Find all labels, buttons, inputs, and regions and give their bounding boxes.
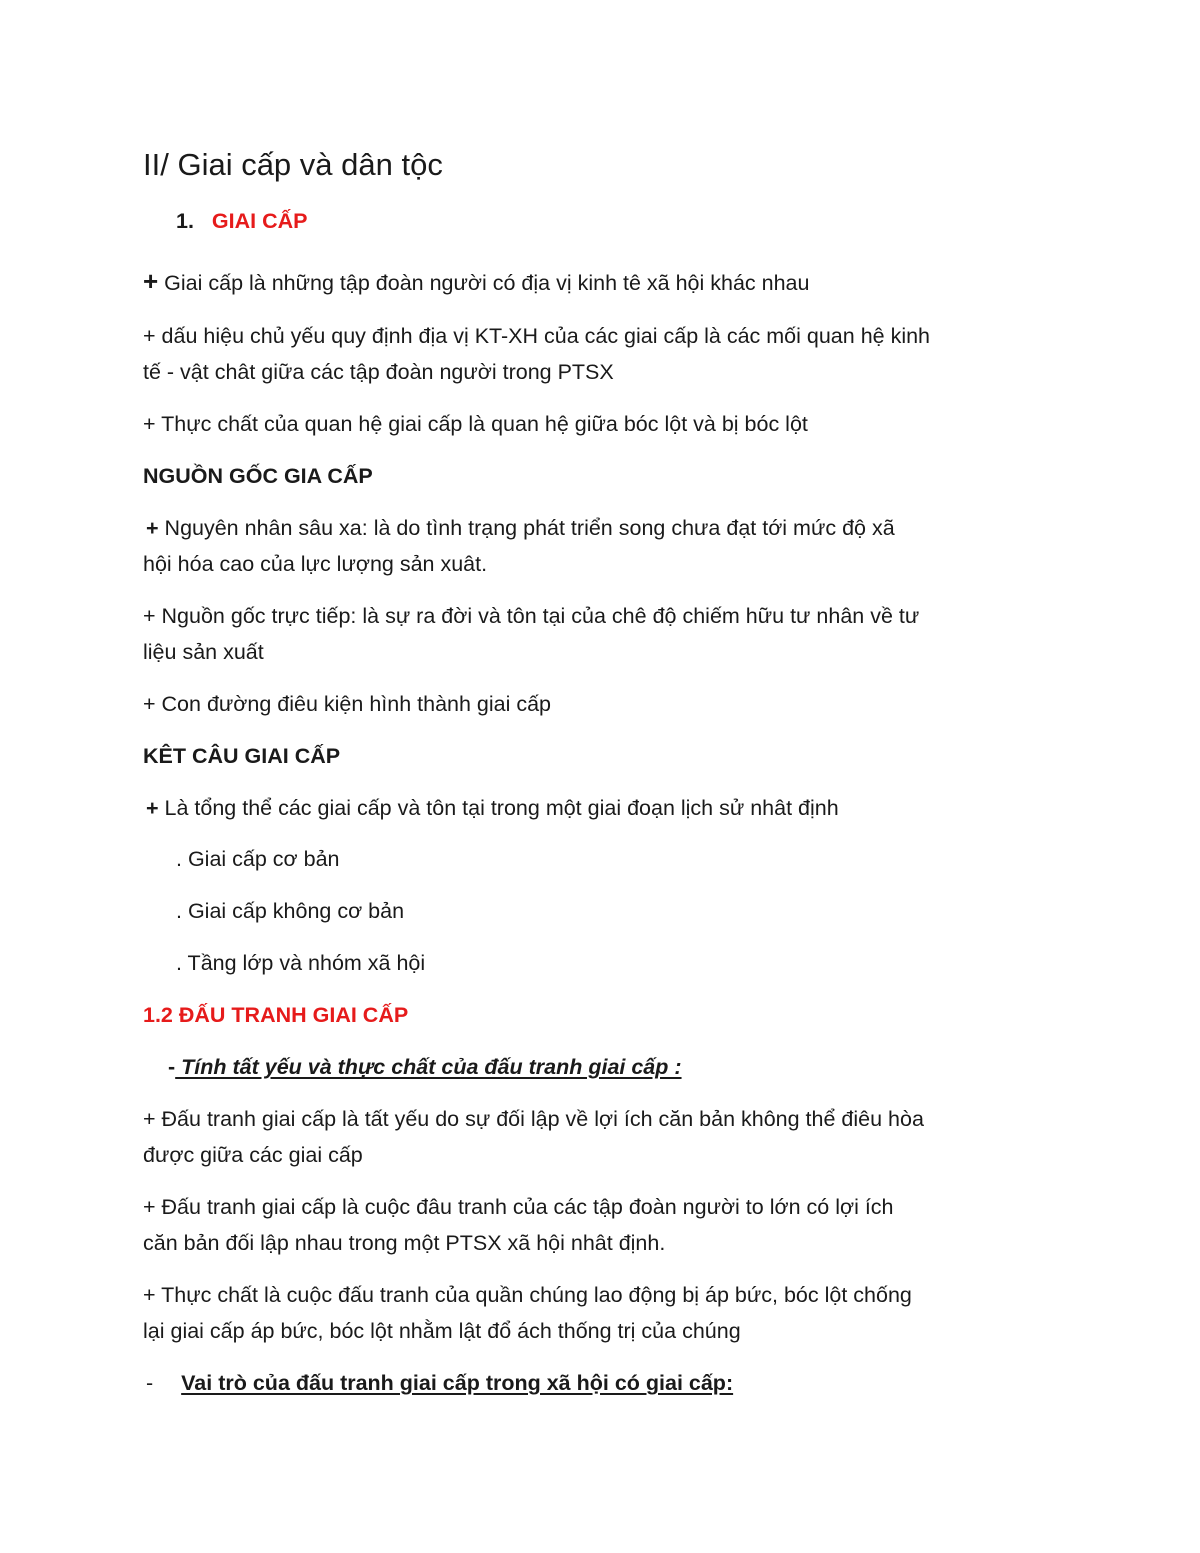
origin-heading: NGUỒN GỐC GIA CẤP bbox=[143, 464, 373, 488]
section-1-point-2-cont: tế - vật chât giữa các tập đoàn người trong PTSX bbox=[143, 360, 614, 384]
struggle-line-4: căn bản đối lập nhau trong một PTSX xã hội nhât định. bbox=[143, 1231, 666, 1255]
structure-heading: KÊT CÂU GIAI CẤP bbox=[143, 744, 341, 768]
struggle-line-2: được giữa các giai cấp bbox=[143, 1143, 363, 1167]
origin-line-5: + Con đường điêu kiện hình thành giai cấp bbox=[143, 692, 552, 716]
struggle-line-1: + Đấu tranh giai cấp là tất yếu do sự đối lập về lợi ích căn bản không thể điêu hòa bbox=[143, 1107, 924, 1131]
structure-item-2: . Giai cấp không cơ bản bbox=[176, 899, 405, 923]
struggle-line-3: + Đấu tranh giai cấp là cuộc đâu tranh của các tập đoàn người to lớn có lợi ích bbox=[143, 1195, 894, 1219]
struggle-line-5: + Thực chất là cuộc đấu tranh của quần chúng lao động bị áp bức, bóc lột chống bbox=[143, 1283, 912, 1307]
origin-line-3: + Nguồn gốc trực tiếp: là sự ra đời và tôn tại của chê độ chiếm hữu tư nhân về tư bbox=[143, 604, 920, 628]
section-1-title: GIAI CẤP bbox=[211, 209, 308, 233]
section-1-number: 1. bbox=[176, 209, 194, 233]
structure-line-1 bbox=[146, 790, 1100, 826]
struggle-line-6: lại giai cấp áp bức, bóc lột nhằm lật đổ ách thống trị của chúng bbox=[143, 1319, 741, 1343]
structure-item-3: . Tầng lớp và nhóm xã hội bbox=[176, 951, 426, 975]
dash-marker: - bbox=[146, 1371, 154, 1395]
plus-icon: + bbox=[146, 516, 159, 540]
plus-icon: + bbox=[146, 796, 159, 820]
section-1-heading bbox=[176, 203, 1100, 239]
origin-line-1 bbox=[146, 510, 1100, 546]
page-title: II/ Giai cấp và dân tộc bbox=[143, 147, 443, 182]
section-1-point-2: + dấu hiệu chủ yếu quy định địa vị KT-XH của các giai cấp là các mối quan hệ kinh bbox=[143, 324, 931, 348]
origin-line-2: hội hóa cao của lực lượng sản xuât. bbox=[143, 552, 488, 576]
struggle-subheading-1 bbox=[168, 1049, 1100, 1085]
origin-line-4: liệu sản xuất bbox=[143, 640, 264, 664]
struggle-subheading-2-text: Vai trò của đấu tranh giai cấp trong xã hội có giai cấp: bbox=[181, 1371, 734, 1395]
struggle-subheading-1-text: Tính tất yếu và thực chất của đấu tranh giai cấp : bbox=[175, 1055, 682, 1079]
struggle-heading: 1.2 ĐẤU TRANH GIAI CẤP bbox=[143, 1003, 409, 1027]
point-text: Giai cấp là những tập đoàn người có địa vị kinh tê xã hội khác nhau bbox=[164, 271, 810, 295]
section-1-point-3: + Thực chất của quan hệ giai cấp là quan hệ giữa bóc lột và bị bóc lột bbox=[143, 412, 808, 436]
structure-line-1-text: Là tổng thể các giai cấp và tôn tại trong một giai đoạn lịch sử nhât định bbox=[158, 796, 839, 820]
struggle-subheading-2 bbox=[146, 1365, 1100, 1401]
origin-line-1-text: Nguyên nhân sâu xa: là do tình trạng phát triển song chưa đạt tới mức độ xã bbox=[158, 516, 895, 540]
plus-icon: + bbox=[143, 266, 159, 296]
section-1-point-1 bbox=[143, 263, 1100, 301]
dash-marker: - bbox=[168, 1055, 176, 1079]
structure-item-1: . Giai cấp cơ bản bbox=[176, 847, 340, 871]
